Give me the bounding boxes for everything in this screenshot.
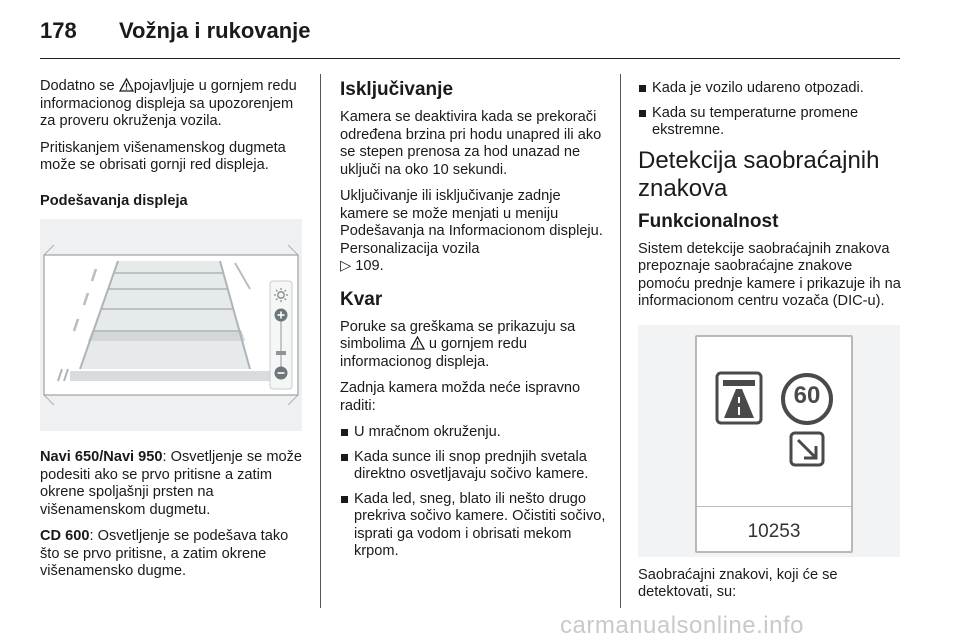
- page-header: [40, 18, 900, 58]
- failure-conditions-list-continued: [638, 80, 904, 140]
- watermark: carmanualsonline.info: [560, 612, 804, 639]
- warning-triangle-icon: [410, 336, 425, 350]
- list-item: Kada sunce ili snop prednjih svetala direktno osvetljavaju sočivo kamere.: [340, 449, 606, 484]
- paragraph-clear-display: Pritiskanjem višenamenskog dugmeta može se obrisati gornji red displeja.: [40, 139, 286, 173]
- paragraph-error-messages: Poruke sa greškama se prikazuju sa simbolima u gornjem redu informacionog displeja.: [340, 318, 576, 370]
- traffic-sign-figure: [638, 325, 900, 557]
- list-item: Kada su temperaturne promene ekstremne.: [638, 105, 904, 140]
- paragraph-cd600: CD 600: Osvetljenje se podešava tako što se prvo pritisne, a zatim okrene višenamensko dugme.: [40, 528, 289, 579]
- list-item: U mračnom okruženju.: [340, 424, 606, 442]
- paragraph-navi: Navi 650/Navi 950: Osvetljenje se može podesiti ako se prvo pritisne a zatim okrene spoljašnji prsten na višenamenskom dugmetu.: [40, 449, 303, 518]
- heading-iskljucivanje: Isključivanje: [340, 79, 454, 100]
- paragraph-deactivation: Kamera se deaktivira kada se prekorači određena brzina pri hodu unapred ili ako se stepen prenosa za hod unazad ne uključi na oko 10 sekundi.: [340, 109, 602, 178]
- direction-arrow-sign-icon: [791, 433, 823, 465]
- failure-conditions-list: [340, 424, 606, 561]
- column-3: [638, 80, 904, 611]
- subheading-display-settings: Podešavanja displeja: [40, 192, 188, 209]
- speed-limit-value: 60: [793, 381, 821, 409]
- warning-triangle-icon: [119, 78, 134, 92]
- column-2: [340, 80, 606, 568]
- sign-display-separator: [697, 506, 851, 507]
- column-1: [40, 78, 308, 590]
- motorway-sign-icon: [717, 373, 761, 423]
- camera-display-illustration: [40, 219, 302, 431]
- paragraph-warning-info: Dodatno se pojavljuje u gornjem redu informacionog displeja sa upozorenjem za proveru okruženja vozila.: [40, 78, 297, 129]
- figure-caption: Saobraćajni znakovi, koji će se detektovati, su:: [638, 566, 838, 600]
- page-ref-arrow-icon: ▷: [340, 258, 352, 274]
- header-rule: [40, 58, 900, 59]
- column-divider-2: [620, 74, 621, 608]
- odometer-value: 10253: [747, 521, 801, 542]
- paragraph-may-not-work: Zadnja kamera možda neće ispravno raditi:: [340, 380, 581, 414]
- heading-traffic-sign-detection: Detekcija saobraćajnih znakova: [638, 146, 880, 202]
- list-item: Kada led, sneg, blato ili nešto drugo prekriva sočivo kamere. Očistiti sočivo, isprati ga vodom i obrisati mekom krpom.: [340, 491, 606, 561]
- heading-kvar: Kvar: [340, 288, 383, 310]
- list-item: Kada je vozilo udareno otpozadi.: [638, 80, 904, 98]
- column-divider-1: [320, 74, 321, 608]
- camera-display-figure: [40, 219, 302, 431]
- heading-funkcionalnost: Funkcionalnost: [638, 210, 779, 232]
- page-reference: 109.: [355, 258, 384, 274]
- dic-sign-display: [695, 335, 853, 553]
- paragraph-toggle: Uključivanje ili isključivanje zadnje kamere se može menjati u meniju Podešavanja na Informacionom displeju. Personalizacija vozila ▷ 109.: [340, 188, 603, 274]
- chapter-title: Vožnja i rukovanje: [119, 18, 311, 43]
- page-number: 178: [40, 18, 77, 43]
- paragraph-functionality: Sistem detekcije saobraćajnih znakova prepoznaje saobraćajne znakove pomoću prednje kamere i prikazuje ih na informacionom centru vozača (DIC-u).: [638, 240, 901, 309]
